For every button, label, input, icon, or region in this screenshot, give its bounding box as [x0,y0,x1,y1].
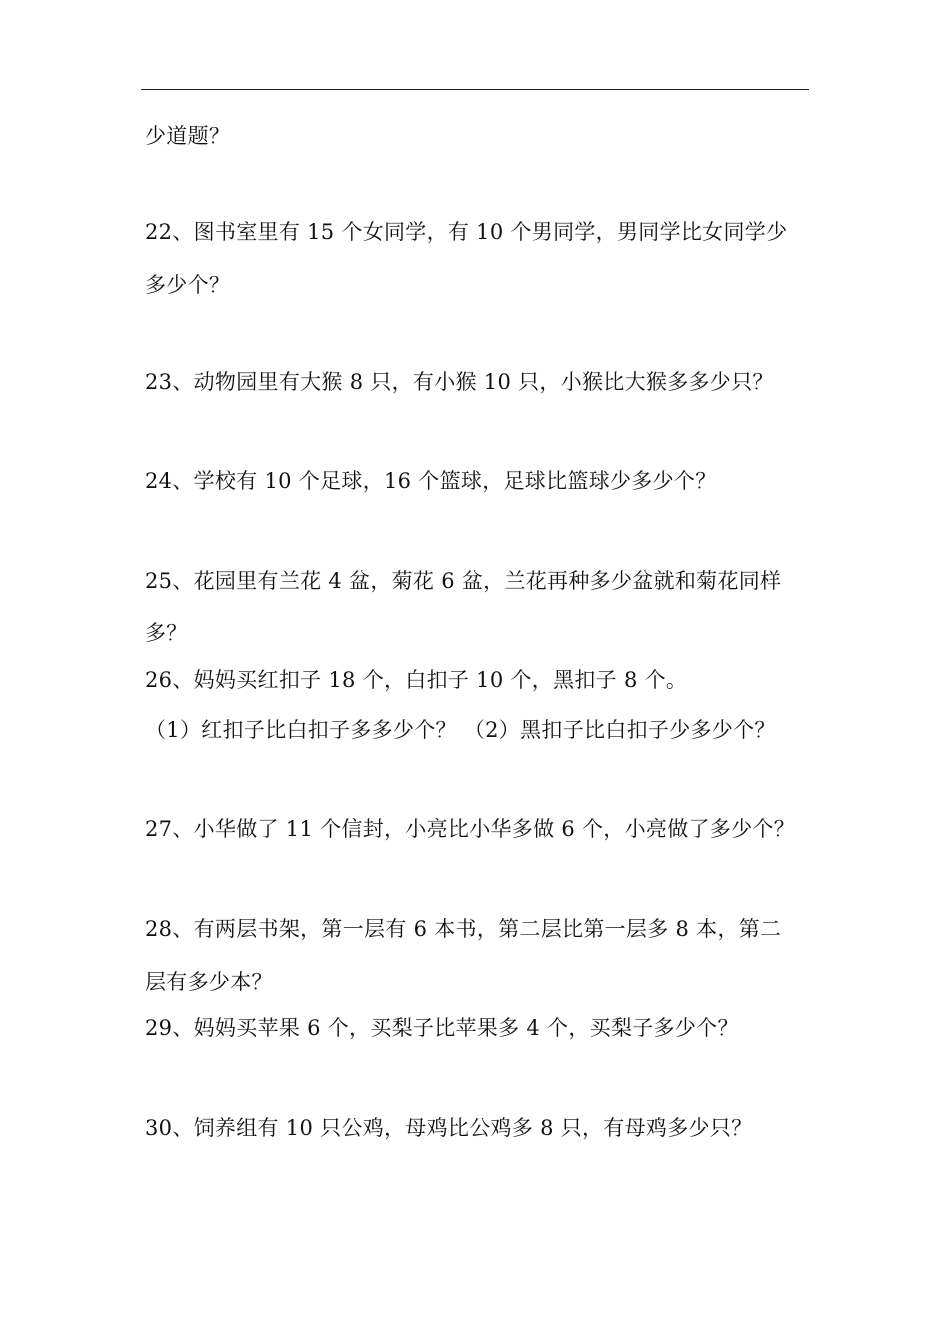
question-22-line-1: 22、图书室里有 15 个女同学，有 10 个男同学，男同学比女同学少 [145,220,788,244]
question-28-line-2: 层有多少本？ [145,970,273,994]
question-23: 23、动物园里有大猴 8 只，有小猴 10 只，小猴比大猴多多少只？ [145,370,774,394]
question-25-line-1: 25、花园里有兰花 4 盆，菊花 6 盆，兰花再种多少盆就和菊花同样 [145,569,782,593]
question-30: 30、饲养组有 10 只公鸡，母鸡比公鸡多 8 只，有母鸡多少只？ [145,1116,753,1140]
question-26-subquestions: （1）红扣子比白扣子多多少个？ （2）黑扣子比白扣子少多少个？ [145,718,776,742]
question-26: 26、妈妈买红扣子 18 个，白扣子 10 个，黑扣子 8 个。 [145,668,688,692]
header-rule [141,89,809,90]
question-25-line-2: 多？ [145,621,188,645]
question-24: 24、学校有 10 个足球，16 个篮球，足球比篮球少多少个？ [145,469,717,493]
question-27: 27、小华做了 11 个信封，小亮比小华多做 6 个，小亮做了多少个？ [145,817,796,841]
question-28-line-1: 28、有两层书架，第一层有 6 本书，第二层比第一层多 8 本，第二 [145,917,782,941]
question-29: 29、妈妈买苹果 6 个，买梨子比苹果多 4 个，买梨子多少个？ [145,1016,739,1040]
text-line-1: 少道题？ [145,124,231,148]
question-22-line-2: 多少个？ [145,273,231,297]
